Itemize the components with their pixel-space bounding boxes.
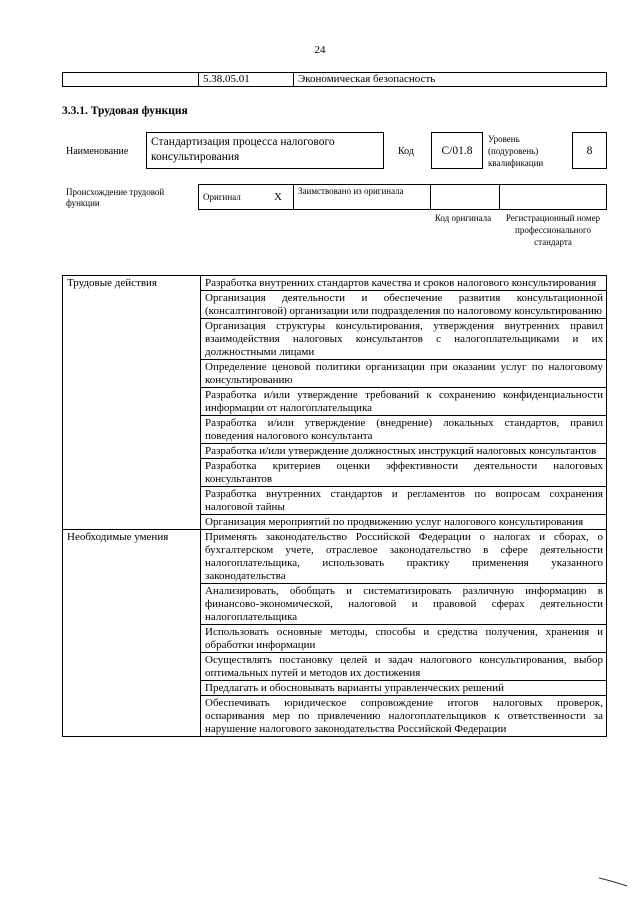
table-row [63,276,607,291]
orig-code-cell [431,185,500,210]
skills-header: Необходимые умения [63,530,201,737]
skill-item: Использовать основные методы, способы и средства получения, хранения и обработки информации [201,625,607,653]
skill-item: Предлагать и обосновывать варианты управленческих решений [201,681,607,696]
specialty-code: 5.38.05.01 [199,73,294,87]
level-label: Уровень (подуровень) квалификации [488,134,544,168]
function-name: Стандартизация процесса налогового консультирования [146,132,384,169]
orig-code-label: Код оригинала [434,213,492,223]
origin-table [198,184,607,210]
original-label: Оригинал [199,185,264,210]
specialty-name: Экономическая безопасность [294,73,607,87]
function-details-table [62,275,607,737]
page-number: 24 [314,44,326,56]
reg-number-label: Регистрационный номер профессионального стандарта [505,213,601,247]
labor-action-item: Разработка и/или утверждение должностных инструкций налоговых консультантов [201,444,607,459]
labor-action-item: Организация мероприятий по продвижению услуг налогового консультирования [201,515,607,530]
labor-action-item: Разработка и/или утверждение требований к сохранению конфиденциальности информации от налогоплательщика [201,388,607,416]
skill-item: Обеспечивать юридическое сопровождение итогов налоговых проверок, оспаривания мер по привлечению налогоплательщиков к ответственности за нарушение налогового законодательства Российской Федерации [201,696,607,737]
table-row [63,530,607,584]
labor-action-item: Организация структуры консультирования, утверждения внутренних правил взаимодействия налоговых консультантов с налогоплательщиками и их должностными лицами [201,319,607,360]
labor-action-item: Разработка внутренних стандартов качества и сроков налогового консультирования [201,276,607,291]
labor-action-item: Разработка критериев оценки эффективности деятельности налоговых консультантов [201,459,607,487]
skill-item: Анализировать, обобщать и систематизировать различную информацию в финансово-экономической, налоговой и правовой сферах деятельности налогоплательщика [201,584,607,625]
origin-label: Происхождение трудовой функции [66,187,165,208]
section-title: 3.3.1. Трудовая функция [62,105,188,117]
skill-item: Применять законодательство Российской Федерации о налогах и сборах, о бухгалтерском учете, отраслевое законодательство в сфере деятельности налогоплательщика, использовать практику применения указанного законодательства [201,530,607,584]
function-code: C/01.8 [431,132,483,169]
original-mark: X [263,185,294,210]
reg-number-cell [500,185,607,210]
borrowed-label: Заимствовано из оригинала [294,185,431,210]
level-value: 8 [572,132,607,169]
code-label: Код [398,146,414,157]
pen-mark-icon [598,877,628,887]
skill-item: Осуществлять постановку целей и задач налогового консультирования, выбор оптимальных путей и методов их достижения [201,653,607,681]
labor-action-item: Разработка и/или утверждение (внедрение) локальных стандартов, правил поведения налогового консультанта [201,416,607,444]
labor-actions-header: Трудовые действия [63,276,201,530]
code-empty-cell [63,73,199,87]
labor-action-item: Определение ценовой политики организации при оказании услуг по налоговому консультированию [201,360,607,388]
code-table [62,72,607,87]
name-label: Наименование [66,146,129,157]
labor-action-item: Разработка внутренних стандартов и регламентов по вопросам сохранения налоговой тайны [201,487,607,515]
labor-action-item: Организация деятельности и обеспечение развития консультационной (консалтинговой) организации или подразделения по налоговому консультированию [201,291,607,319]
